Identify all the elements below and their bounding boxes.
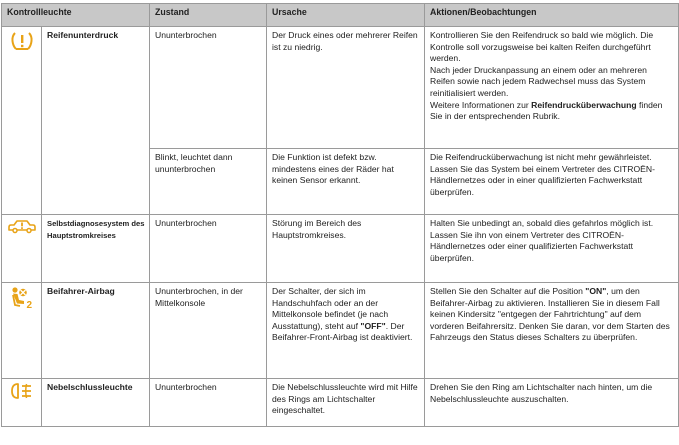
- tire-pressure-label: Reifenunterdruck: [42, 27, 150, 215]
- rear-fog-state: Ununterbrochen: [150, 379, 267, 427]
- table-row-tire-pressure: [2, 27, 679, 149]
- rear-fog-cause: Die Nebelschlussleuchte wird mit Hilfe des Rings am Lichtschalter eingeschaltet.: [267, 379, 425, 427]
- rear-fog-icon-cell: [2, 379, 42, 427]
- passenger-airbag-cause: [267, 283, 425, 379]
- tire-pressure-actions-1-p3: [430, 100, 674, 123]
- header-cause: Ursache: [267, 4, 425, 27]
- self-diagnosis-actions: Halten Sie unbedingt an, sobald dies gefahrlos möglich ist. Lassen Sie ihn von einem Vertreter des CITROËN-Händlernetzes oder einer qualifizierten Fachwerkstatt überprüfen.: [425, 215, 679, 283]
- tire-pressure-warning-icon: [10, 30, 34, 52]
- passenger-airbag-label: Beifahrer-Airbag: [42, 283, 150, 379]
- passenger-airbag-actions: [425, 283, 679, 379]
- tire-pressure-state-1: Ununterbrochen: [150, 27, 267, 149]
- tire-pressure-info-suffix: finden Sie in der entsprechenden Rubrik.: [430, 99, 663, 122]
- car-diagnostics-warning-icon: [7, 218, 37, 234]
- passenger-airbag-actions-on: "ON": [585, 286, 607, 296]
- tire-pressure-cause-2: Die Funktion ist defekt bzw. mindestens eines der Räder hat keinen Sensor erkannt.: [267, 149, 425, 215]
- header-warning-light: Kontrollleuchte: [2, 4, 150, 27]
- passenger-airbag-state: Ununterbrochen, in der Mittelkonsole: [150, 283, 267, 379]
- tire-pressure-icon-cell: [2, 27, 42, 215]
- tire-pressure-state-2: Blinkt, leuchtet dann ununterbrochen: [150, 149, 267, 215]
- passenger-airbag-cause-off: "OFF": [360, 320, 386, 331]
- passenger-airbag-icon-cell: [2, 283, 42, 379]
- passenger-airbag-cause-text: Der Schalter, der sich im Handschuhfach oder an der Mittelkonsole befindet (je nach Ausstattung), steht auf: [272, 286, 389, 331]
- self-diagnosis-label: Selbstdiagnosesystem des Hauptstromkreises: [42, 215, 150, 283]
- passenger-airbag-actions-text: Stellen Sie den Schalter auf die Position: [430, 286, 586, 296]
- passenger-airbag-cause-rest: . Der Beifahrer-Front-Airbag ist deaktiviert.: [272, 320, 413, 343]
- tire-pressure-actions-1: [425, 27, 679, 149]
- tire-pressure-actions-1-p1: Kontrollieren Sie den Reifendruck so bald wie möglich. Die Kontrolle soll vorzugsweise bei kalten Reifen durchgeführt werden.: [430, 30, 654, 64]
- tire-pressure-info-prefix: Weitere Informationen zur: [430, 99, 532, 110]
- rear-fog-light-icon: [9, 382, 35, 400]
- tire-pressure-cause-1: Der Druck eines oder mehrerer Reifen ist zu niedrig.: [267, 27, 425, 149]
- self-diagnosis-cause: Störung im Bereich des Hauptstromkreises.: [267, 215, 425, 283]
- tire-pressure-actions-1-p2: Nach jeder Druckanpassung an einem oder an mehreren Reifen sowie nach jedem Radwechsel muss das System reinitialisiert werden.: [430, 64, 647, 98]
- self-diagnosis-icon-cell: [2, 215, 42, 283]
- tire-pressure-actions-2: Die Reifendrucküberwachung ist nicht mehr gewährleistet. Lassen Sie das System bei einem Vertreter des CITROËN-Händlernetzes oder in einer qualifizierten Fachwerkstatt überprüfen.: [425, 149, 679, 215]
- header-actions: Aktionen/Beobachtungen: [425, 4, 679, 27]
- rear-fog-label: Nebelschlussleuchte: [42, 379, 150, 427]
- table-row-self-diagnosis: [2, 215, 679, 283]
- rear-fog-actions: Drehen Sie den Ring am Lichtschalter nach hinten, um die Nebelschlussleuchte auszuschalten.: [425, 379, 679, 427]
- svg-text:2: 2: [26, 300, 33, 310]
- header-state: Zustand: [150, 4, 267, 27]
- table-header-row: [2, 4, 679, 27]
- self-diagnosis-state: Ununterbrochen: [150, 215, 267, 283]
- warning-lights-table-body: [1, 3, 679, 427]
- table-row-rear-fog-light: [2, 379, 679, 427]
- table-row-passenger-airbag: [2, 283, 679, 379]
- passenger-airbag-off-icon: [9, 286, 35, 310]
- tire-pressure-info-topic: Reifendrucküberwachung: [531, 99, 637, 110]
- passenger-airbag-actions-rest: , um den Beifahrer-Airbag zu aktivieren. Installieren Sie in diesem Fall keinen Kindersitz "entgegen der Fahrtrichtung" auf dem vorderen Beifahrersitz. Denken Sie daran, vor dem Starten des Fahrzeugs den Status dieses Schalters zu überprüfen.: [430, 286, 670, 343]
